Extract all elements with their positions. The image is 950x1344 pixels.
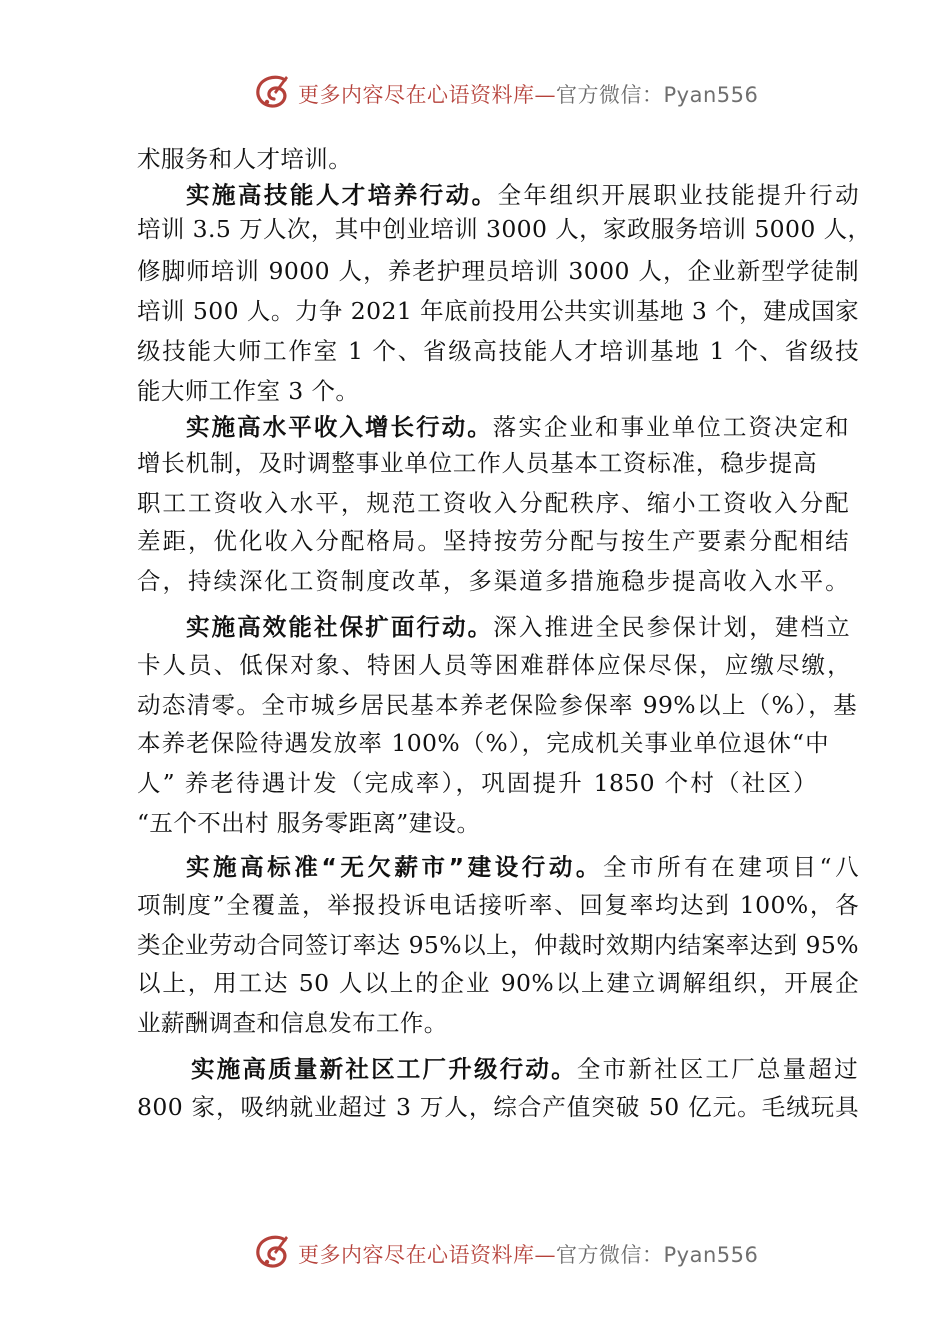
paragraph-1-line-2: 培训 3.5 万人次，其中创业培训 3000 人，家政服务培训 5000 人， <box>137 215 872 243</box>
paragraph-3-line-1: 实施高效能社保扩面行动。深入推进全民参保计划，建档立 <box>186 613 850 641</box>
paragraph-1-heading: 实施高技能人才培养行动。 <box>186 181 498 209</box>
banner-main-text: 更多内容尽在心语资料库 <box>298 83 535 107</box>
paragraph-3-heading: 实施高效能社保扩面行动。 <box>186 613 494 641</box>
banner-dash: — <box>534 1243 556 1267</box>
paragraph-3-line-3: 动态清零。全市城乡居民基本养老保险参保率 99%以上（%），基 <box>137 691 857 719</box>
paragraph-4-line-4: 以上，用工达 50 人以上的企业 90%以上建立调解组织，开展企 <box>137 969 859 997</box>
footer-banner <box>0 1228 950 1278</box>
paragraph-1-line-1: 实施高技能人才培养行动。全年组织开展职业技能提升行动 <box>186 181 859 209</box>
paragraph-4-line-1: 实施高标准“无欠薪市”建设行动。全市所有在建项目“八 <box>186 853 860 881</box>
paragraph-2-line-4: 差距，优化收入分配格局。坚持按劳分配与按生产要素分配相结 <box>137 527 849 555</box>
paragraph-5-heading: 实施高质量新社区工厂升级行动。 <box>191 1055 577 1083</box>
paragraph-2-line-1: 实施高水平收入增长行动。落实企业和事业单位工资决定和 <box>186 413 849 441</box>
paragraph-2-line-5: 合，持续深化工资制度改革，多渠道多措施稳步提高收入水平。 <box>137 567 849 595</box>
paragraph-1-line-6: 能大师工作室 3 个。 <box>137 377 360 405</box>
pen-swirl-logo-icon <box>252 72 294 114</box>
paragraph-1-line-5: 级技能大师工作室 1 个、省级高技能人才培训基地 1 个、省级技 <box>137 337 859 365</box>
pen-swirl-logo-icon <box>252 1232 294 1274</box>
paragraph-5-line-1: 实施高质量新社区工厂升级行动。全市新社区工厂总量超过 <box>191 1055 858 1083</box>
paragraph-0-line-1: 术服务和人才培训。 <box>137 145 353 173</box>
banner-official-label: 官方微信： <box>556 83 664 107</box>
banner-text <box>298 79 758 109</box>
banner-wechat-id: Pyan556 <box>663 83 759 107</box>
banner-wechat-id: Pyan556 <box>663 1243 759 1267</box>
paragraph-3-line-4: 本养老保险待遇发放率 100%（%），完成机关事业单位退休“中 <box>137 729 829 757</box>
paragraph-2-line-3: 职工工资收入水平，规范工资收入分配秩序、缩小工资收入分配 <box>137 489 849 517</box>
banner-main-text: 更多内容尽在心语资料库 <box>298 1243 535 1267</box>
banner-text <box>298 1239 758 1269</box>
paragraph-1-line-4: 培训 500 人。力争 2021 年底前投用公共实训基地 3 个，建成国家 <box>137 297 859 325</box>
paragraph-2-heading: 实施高水平收入增长行动。 <box>186 413 493 441</box>
paragraph-3-line-2: 卡人员、低保对象、特困人员等困难群体应保尽保，应缴尽缴， <box>137 651 851 679</box>
paragraph-3-line-6: “五个不出村 服务零距离”建设。 <box>137 809 481 837</box>
paragraph-2-line-2: 增长机制，及时调整事业单位工作人员基本工资标准，稳步提高 <box>137 449 817 477</box>
banner-official-label: 官方微信： <box>556 1243 664 1267</box>
paragraph-4-heading: 实施高标准“无欠薪市”建设行动。 <box>186 853 603 881</box>
paragraph-1-line-3: 修脚师培训 9000 人，养老护理员培训 3000 人，企业新型学徒制 <box>137 257 859 285</box>
banner-dash: — <box>534 83 556 107</box>
paragraph-4-line-5: 业薪酬调查和信息发布工作。 <box>137 1009 448 1037</box>
paragraph-4-line-2: 项制度”全覆盖，举报投诉电话接听率、回复率均达到 100%，各 <box>137 891 859 919</box>
header-banner <box>0 68 950 118</box>
paragraph-3-line-5: 人” 养老待遇计发（完成率），巩固提升 1850 个村（社区） <box>137 769 817 797</box>
paragraph-5-line-2: 800 家，吸纳就业超过 3 万人，综合产值突破 50 亿元。毛绒玩具 <box>137 1093 859 1121</box>
paragraph-4-line-3: 类企业劳动合同签订率达 95%以上，仲裁时效期内结案率达到 95% <box>137 931 859 959</box>
